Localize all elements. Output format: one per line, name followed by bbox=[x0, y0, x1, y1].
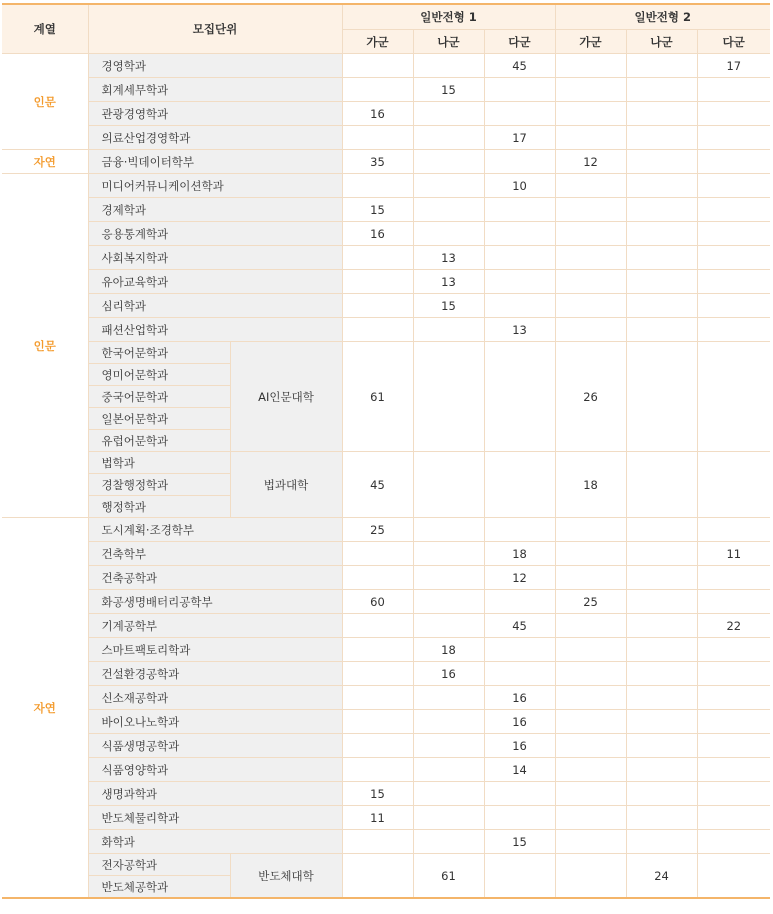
value-cell bbox=[413, 758, 484, 782]
value-cell bbox=[626, 452, 697, 518]
table-row bbox=[2, 710, 770, 734]
value-cell bbox=[626, 638, 697, 662]
unit-name: 생명과학과 bbox=[88, 782, 342, 806]
table-row bbox=[2, 734, 770, 758]
table-row bbox=[2, 174, 770, 198]
value-cell bbox=[342, 78, 413, 102]
college-name: 반도체대학 bbox=[230, 854, 342, 899]
category-label: 자연 bbox=[2, 150, 88, 174]
unit-name: 법학과 bbox=[88, 452, 230, 474]
value-cell bbox=[555, 614, 626, 638]
value-cell bbox=[697, 710, 770, 734]
unit-name: 사회복지학과 bbox=[88, 246, 342, 270]
table-row bbox=[2, 246, 770, 270]
value-cell: 15 bbox=[413, 294, 484, 318]
value-cell bbox=[413, 734, 484, 758]
value-cell bbox=[342, 294, 413, 318]
value-cell: 45 bbox=[484, 614, 555, 638]
value-cell bbox=[555, 518, 626, 542]
value-cell: 18 bbox=[413, 638, 484, 662]
table-row bbox=[2, 54, 770, 78]
value-cell bbox=[555, 638, 626, 662]
table-row bbox=[2, 566, 770, 590]
unit-name: 스마트팩토리학과 bbox=[88, 638, 342, 662]
value-cell: 61 bbox=[342, 342, 413, 452]
value-cell bbox=[697, 830, 770, 854]
value-cell: 15 bbox=[484, 830, 555, 854]
value-cell bbox=[484, 246, 555, 270]
value-cell bbox=[342, 686, 413, 710]
value-cell bbox=[555, 686, 626, 710]
college-name: AI인문대학 bbox=[230, 342, 342, 452]
unit-name: 금융·빅데이터학부 bbox=[88, 150, 342, 174]
table-row bbox=[2, 222, 770, 246]
value-cell bbox=[413, 102, 484, 126]
header-row-1 bbox=[2, 4, 770, 30]
unit-name: 유럽어문학과 bbox=[88, 430, 230, 452]
unit-name: 관광경영학과 bbox=[88, 102, 342, 126]
unit-name: 경영학과 bbox=[88, 54, 342, 78]
value-cell bbox=[697, 782, 770, 806]
value-cell bbox=[413, 830, 484, 854]
value-cell bbox=[484, 270, 555, 294]
value-cell bbox=[626, 734, 697, 758]
value-cell bbox=[413, 566, 484, 590]
value-cell bbox=[413, 542, 484, 566]
value-cell bbox=[484, 342, 555, 452]
table-row bbox=[2, 126, 770, 150]
table-row bbox=[2, 662, 770, 686]
value-cell bbox=[626, 246, 697, 270]
value-cell bbox=[342, 662, 413, 686]
value-cell bbox=[697, 518, 770, 542]
value-cell bbox=[484, 806, 555, 830]
value-cell bbox=[626, 542, 697, 566]
value-cell bbox=[697, 78, 770, 102]
table-row bbox=[2, 150, 770, 174]
value-cell bbox=[484, 102, 555, 126]
unit-name: 응용통계학과 bbox=[88, 222, 342, 246]
unit-name: 화공생명배터리공학부 bbox=[88, 590, 342, 614]
value-cell: 11 bbox=[697, 542, 770, 566]
value-cell bbox=[342, 126, 413, 150]
value-cell bbox=[413, 452, 484, 518]
unit-name: 심리학과 bbox=[88, 294, 342, 318]
value-cell bbox=[413, 782, 484, 806]
value-cell bbox=[342, 758, 413, 782]
value-cell bbox=[626, 710, 697, 734]
value-cell bbox=[413, 126, 484, 150]
value-cell bbox=[626, 758, 697, 782]
value-cell bbox=[697, 854, 770, 899]
value-cell: 13 bbox=[413, 246, 484, 270]
table-row bbox=[2, 758, 770, 782]
value-cell bbox=[555, 174, 626, 198]
value-cell bbox=[626, 782, 697, 806]
value-cell bbox=[697, 342, 770, 452]
unit-name: 건축공학과 bbox=[88, 566, 342, 590]
value-cell: 16 bbox=[342, 222, 413, 246]
value-cell bbox=[413, 806, 484, 830]
value-cell bbox=[555, 102, 626, 126]
unit-name: 행정학과 bbox=[88, 496, 230, 518]
unit-name: 바이오나노학과 bbox=[88, 710, 342, 734]
value-cell bbox=[413, 590, 484, 614]
value-cell: 15 bbox=[342, 198, 413, 222]
value-cell: 16 bbox=[342, 102, 413, 126]
value-cell: 25 bbox=[342, 518, 413, 542]
value-cell bbox=[555, 734, 626, 758]
value-cell bbox=[413, 174, 484, 198]
unit-name: 유아교육학과 bbox=[88, 270, 342, 294]
value-cell: 18 bbox=[484, 542, 555, 566]
value-cell: 22 bbox=[697, 614, 770, 638]
value-cell bbox=[626, 686, 697, 710]
value-cell: 35 bbox=[342, 150, 413, 174]
unit-name: 식품영양학과 bbox=[88, 758, 342, 782]
header-category: 계열 bbox=[2, 4, 88, 54]
value-cell: 13 bbox=[484, 318, 555, 342]
value-cell bbox=[697, 126, 770, 150]
value-cell: 10 bbox=[484, 174, 555, 198]
admission-quota-table bbox=[2, 3, 770, 899]
value-cell: 24 bbox=[626, 854, 697, 899]
value-cell bbox=[555, 806, 626, 830]
table-row bbox=[2, 78, 770, 102]
unit-name: 경찰행정학과 bbox=[88, 474, 230, 496]
value-cell: 17 bbox=[697, 54, 770, 78]
value-cell bbox=[697, 150, 770, 174]
value-cell bbox=[626, 590, 697, 614]
value-cell bbox=[413, 518, 484, 542]
value-cell bbox=[697, 734, 770, 758]
value-cell bbox=[555, 758, 626, 782]
value-cell bbox=[697, 222, 770, 246]
value-cell bbox=[697, 318, 770, 342]
header-type1-na: 나군 bbox=[413, 30, 484, 54]
value-cell bbox=[555, 198, 626, 222]
table-row bbox=[2, 782, 770, 806]
value-cell bbox=[626, 662, 697, 686]
unit-name: 화학과 bbox=[88, 830, 342, 854]
table-row bbox=[2, 806, 770, 830]
unit-name: 중국어문학과 bbox=[88, 386, 230, 408]
value-cell bbox=[626, 830, 697, 854]
unit-name: 한국어문학과 bbox=[88, 342, 230, 364]
value-cell bbox=[484, 294, 555, 318]
value-cell bbox=[342, 54, 413, 78]
value-cell bbox=[626, 150, 697, 174]
value-cell bbox=[484, 662, 555, 686]
value-cell bbox=[555, 222, 626, 246]
value-cell bbox=[413, 686, 484, 710]
value-cell: 16 bbox=[413, 662, 484, 686]
table-row bbox=[2, 614, 770, 638]
table-row bbox=[2, 830, 770, 854]
value-cell bbox=[342, 710, 413, 734]
value-cell: 11 bbox=[342, 806, 413, 830]
category-label: 자연 bbox=[2, 518, 88, 899]
value-cell bbox=[555, 662, 626, 686]
value-cell bbox=[555, 246, 626, 270]
value-cell bbox=[342, 174, 413, 198]
value-cell: 12 bbox=[484, 566, 555, 590]
unit-name: 전자공학과 bbox=[88, 854, 230, 876]
value-cell bbox=[342, 854, 413, 899]
value-cell: 17 bbox=[484, 126, 555, 150]
value-cell bbox=[626, 78, 697, 102]
value-cell bbox=[697, 174, 770, 198]
table-row bbox=[2, 590, 770, 614]
table-row bbox=[2, 686, 770, 710]
value-cell: 25 bbox=[555, 590, 626, 614]
value-cell bbox=[626, 318, 697, 342]
value-cell bbox=[342, 734, 413, 758]
unit-name: 건축학부 bbox=[88, 542, 342, 566]
table-row bbox=[2, 102, 770, 126]
value-cell bbox=[484, 518, 555, 542]
value-cell: 16 bbox=[484, 710, 555, 734]
value-cell bbox=[413, 150, 484, 174]
value-cell: 61 bbox=[413, 854, 484, 899]
value-cell bbox=[413, 54, 484, 78]
value-cell bbox=[484, 782, 555, 806]
value-cell bbox=[555, 710, 626, 734]
value-cell bbox=[626, 54, 697, 78]
value-cell: 13 bbox=[413, 270, 484, 294]
header-type2: 일반전형 2 bbox=[555, 4, 770, 30]
header-type1-da: 다군 bbox=[484, 30, 555, 54]
value-cell bbox=[342, 270, 413, 294]
value-cell bbox=[484, 854, 555, 899]
value-cell bbox=[697, 686, 770, 710]
value-cell bbox=[626, 270, 697, 294]
value-cell: 12 bbox=[555, 150, 626, 174]
value-cell bbox=[555, 318, 626, 342]
value-cell bbox=[413, 614, 484, 638]
value-cell bbox=[697, 758, 770, 782]
value-cell: 45 bbox=[484, 54, 555, 78]
value-cell bbox=[697, 806, 770, 830]
value-cell bbox=[697, 246, 770, 270]
header-type2-na: 나군 bbox=[626, 30, 697, 54]
value-cell bbox=[626, 566, 697, 590]
value-cell bbox=[697, 452, 770, 518]
value-cell bbox=[484, 222, 555, 246]
unit-name: 반도체물리학과 bbox=[88, 806, 342, 830]
value-cell bbox=[697, 102, 770, 126]
value-cell: 26 bbox=[555, 342, 626, 452]
unit-name: 일본어문학과 bbox=[88, 408, 230, 430]
unit-name: 식품생명공학과 bbox=[88, 734, 342, 758]
college-name: 법과대학 bbox=[230, 452, 342, 518]
header-unit: 모집단위 bbox=[88, 4, 342, 54]
value-cell bbox=[484, 198, 555, 222]
value-cell bbox=[626, 806, 697, 830]
table-row bbox=[2, 638, 770, 662]
unit-name: 기계공학부 bbox=[88, 614, 342, 638]
value-cell bbox=[626, 294, 697, 318]
value-cell bbox=[697, 270, 770, 294]
value-cell bbox=[626, 342, 697, 452]
table-row bbox=[2, 294, 770, 318]
value-cell bbox=[697, 566, 770, 590]
table-row bbox=[2, 318, 770, 342]
category-label: 인문 bbox=[2, 174, 88, 518]
value-cell bbox=[342, 246, 413, 270]
value-cell bbox=[555, 830, 626, 854]
value-cell bbox=[697, 294, 770, 318]
value-cell: 16 bbox=[484, 734, 555, 758]
table-row bbox=[2, 198, 770, 222]
value-cell bbox=[342, 614, 413, 638]
value-cell bbox=[626, 126, 697, 150]
unit-name: 경제학과 bbox=[88, 198, 342, 222]
unit-name: 미디어커뮤니케이션학과 bbox=[88, 174, 342, 198]
value-cell bbox=[626, 222, 697, 246]
value-cell bbox=[342, 638, 413, 662]
value-cell bbox=[413, 710, 484, 734]
value-cell bbox=[413, 222, 484, 246]
category-label: 인문 bbox=[2, 54, 88, 150]
header-type1: 일반전형 1 bbox=[342, 4, 555, 30]
table-row bbox=[2, 518, 770, 542]
value-cell bbox=[484, 590, 555, 614]
value-cell bbox=[555, 294, 626, 318]
value-cell bbox=[697, 662, 770, 686]
value-cell: 15 bbox=[342, 782, 413, 806]
value-cell: 18 bbox=[555, 452, 626, 518]
value-cell bbox=[413, 198, 484, 222]
value-cell bbox=[555, 782, 626, 806]
value-cell bbox=[413, 318, 484, 342]
unit-name: 의료산업경영학과 bbox=[88, 126, 342, 150]
value-cell bbox=[342, 542, 413, 566]
value-cell bbox=[555, 270, 626, 294]
table-row bbox=[2, 342, 770, 364]
header-type2-ga: 가군 bbox=[555, 30, 626, 54]
value-cell bbox=[697, 198, 770, 222]
value-cell bbox=[484, 150, 555, 174]
table-row bbox=[2, 270, 770, 294]
value-cell bbox=[626, 174, 697, 198]
value-cell bbox=[626, 518, 697, 542]
unit-name: 회계세무학과 bbox=[88, 78, 342, 102]
value-cell bbox=[342, 830, 413, 854]
unit-name: 건설환경공학과 bbox=[88, 662, 342, 686]
value-cell bbox=[626, 198, 697, 222]
value-cell bbox=[484, 638, 555, 662]
value-cell bbox=[626, 102, 697, 126]
value-cell: 60 bbox=[342, 590, 413, 614]
value-cell bbox=[484, 78, 555, 102]
value-cell bbox=[342, 318, 413, 342]
unit-name: 패션산업학과 bbox=[88, 318, 342, 342]
value-cell bbox=[555, 78, 626, 102]
value-cell: 15 bbox=[413, 78, 484, 102]
value-cell: 16 bbox=[484, 686, 555, 710]
value-cell: 45 bbox=[342, 452, 413, 518]
value-cell bbox=[555, 126, 626, 150]
header-type1-ga: 가군 bbox=[342, 30, 413, 54]
value-cell bbox=[413, 342, 484, 452]
unit-name: 도시계획·조경학부 bbox=[88, 518, 342, 542]
table-row bbox=[2, 854, 770, 876]
value-cell bbox=[697, 590, 770, 614]
value-cell bbox=[555, 54, 626, 78]
table-row bbox=[2, 452, 770, 474]
header-type2-da: 다군 bbox=[697, 30, 770, 54]
unit-name: 신소재공학과 bbox=[88, 686, 342, 710]
value-cell bbox=[555, 566, 626, 590]
value-cell bbox=[626, 614, 697, 638]
value-cell: 14 bbox=[484, 758, 555, 782]
table-row bbox=[2, 542, 770, 566]
value-cell bbox=[484, 452, 555, 518]
unit-name: 반도체공학과 bbox=[88, 876, 230, 899]
value-cell bbox=[697, 638, 770, 662]
value-cell bbox=[342, 566, 413, 590]
value-cell bbox=[555, 854, 626, 899]
value-cell bbox=[555, 542, 626, 566]
unit-name: 영미어문학과 bbox=[88, 364, 230, 386]
